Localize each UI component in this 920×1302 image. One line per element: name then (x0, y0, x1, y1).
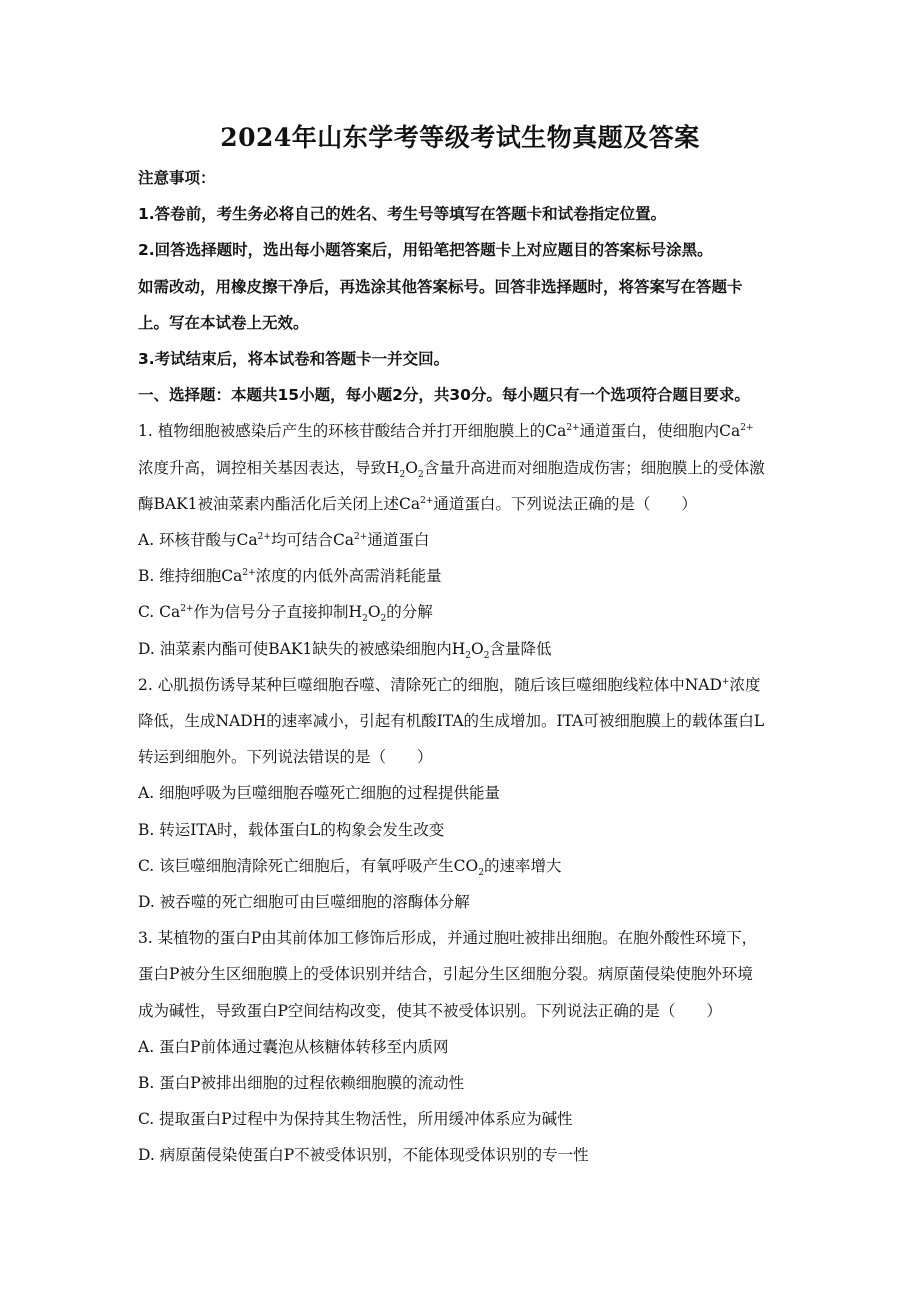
question-2-option-D: D. 被吞噬的死亡细胞可由巨噬细胞的溶酶体分解 (138, 893, 470, 912)
question-1-stem-line: 浓度升高，调控相关基因表达，导致$H_2O_2$含量升高进而对细胞造成伤害；细胞膜上的受体激 (138, 458, 765, 480)
question-1-option-D: D. 油菜素内酯可使BAK1缺失的被感染细胞内$H_2O_2$含量降低 (138, 639, 552, 661)
question-2-stem-line: 降低，生成NADH的速率减小，引起有机酸ITA的生成增加。ITA可被细胞膜上的载体蛋白L (138, 712, 765, 731)
question-3-stem-line: 成为碱性，导致蛋白P空间结构改变，使其不被受体识别。下列说法正确的是（ ） (138, 1001, 722, 1020)
question-1-option-A: A. 环核苷酸与$Ca^{2+}$均可结合$Ca^{2+}$通道蛋白 (138, 531, 430, 550)
question-2-stem-line: 2. 心肌损伤诱导某种巨噬细胞吞噬、清除死亡的细胞，随后该巨噬细胞线粒体中NAD+浓度 (138, 675, 761, 694)
question-3-stem-line: 3. 某植物的蛋白P由其前体加工修饰后形成，并通过胞吐被排出细胞。在胞外酸性环境下， (138, 929, 758, 948)
question-2-option-C: C. 该巨噬细胞清除死亡细胞后，有氧呼吸产生$CO_2$的速率增大 (138, 856, 562, 878)
question-1-option-C: C. $Ca^{2+}$作为信号分子直接抑制$H_2O_2$的分解 (138, 603, 433, 625)
notice-line: 如需改动，用橡皮擦干净后，再选涂其他答案标号。回答非选择题时，将答案写在答题卡 (138, 277, 743, 296)
question-2-option-A: A. 细胞呼吸为巨噬细胞吞噬死亡细胞的过程提供能量 (138, 784, 501, 803)
question-2-option-B: B. 转运ITA时，载体蛋白L的构象会发生改变 (138, 820, 445, 839)
question-1-option-B: B. 维持细胞$Ca^{2+}$浓度的内低外高需消耗能量 (138, 567, 442, 586)
notice-heading: 注意事项： (138, 169, 216, 187)
section-heading: 一、选择题：本题共15小题，每小题2分，共30分。每小题只有一个选项符合题目要求。 (138, 386, 750, 405)
exam-body (138, 160, 798, 1174)
question-1-stem-line: 1. 植物细胞被感染后产生的环核苷酸结合并打开细胞膜上的$Ca^{2+}$通道蛋白，使细胞内$Ca^{2+}$ (138, 422, 754, 441)
question-3-option-A: A. 蛋白P前体通过囊泡从核糖体转移至内质网 (138, 1037, 449, 1056)
question-list (138, 413, 798, 1173)
question-3-option-C: C. 提取蛋白P过程中为保持其生物活性，所用缓冲体系应为碱性 (138, 1110, 573, 1129)
question-1-stem-line: 酶BAK1被油菜素内酯活化后关闭上述$Ca^{2+}$通道蛋白。下列说法正确的是（ ） (138, 494, 697, 513)
question-3-stem-line: 蛋白P被分生区细胞膜上的受体识别并结合，引起分生区细胞分裂。病原菌侵染使胞外环境 (138, 965, 753, 984)
notice-line: 上。写在本试卷上无效。 (138, 313, 309, 332)
question-3-option-D: D. 病原菌侵染使蛋白P不被受体识别，不能体现受体识别的专一性 (138, 1146, 589, 1165)
notice-line: 3.考试结束后，将本试卷和答题卡一并交回。 (138, 350, 450, 369)
page-title: 2024年山东学考等级考试生物真题及答案 (220, 123, 700, 152)
notice-line: 2.回答选择题时，选出每小题答案后，用铅笔把答题卡上对应题目的答案标号涂黑。 (138, 241, 713, 260)
notice-line: 1.答卷前，考生务必将自己的姓名、考生号等填写在答题卡和试卷指定位置。 (138, 205, 667, 224)
question-3-option-B: B. 蛋白P被排出细胞的过程依赖细胞膜的流动性 (138, 1074, 465, 1093)
question-2-stem-line: 转运到细胞外。下列说法错误的是（ ） (138, 748, 433, 767)
